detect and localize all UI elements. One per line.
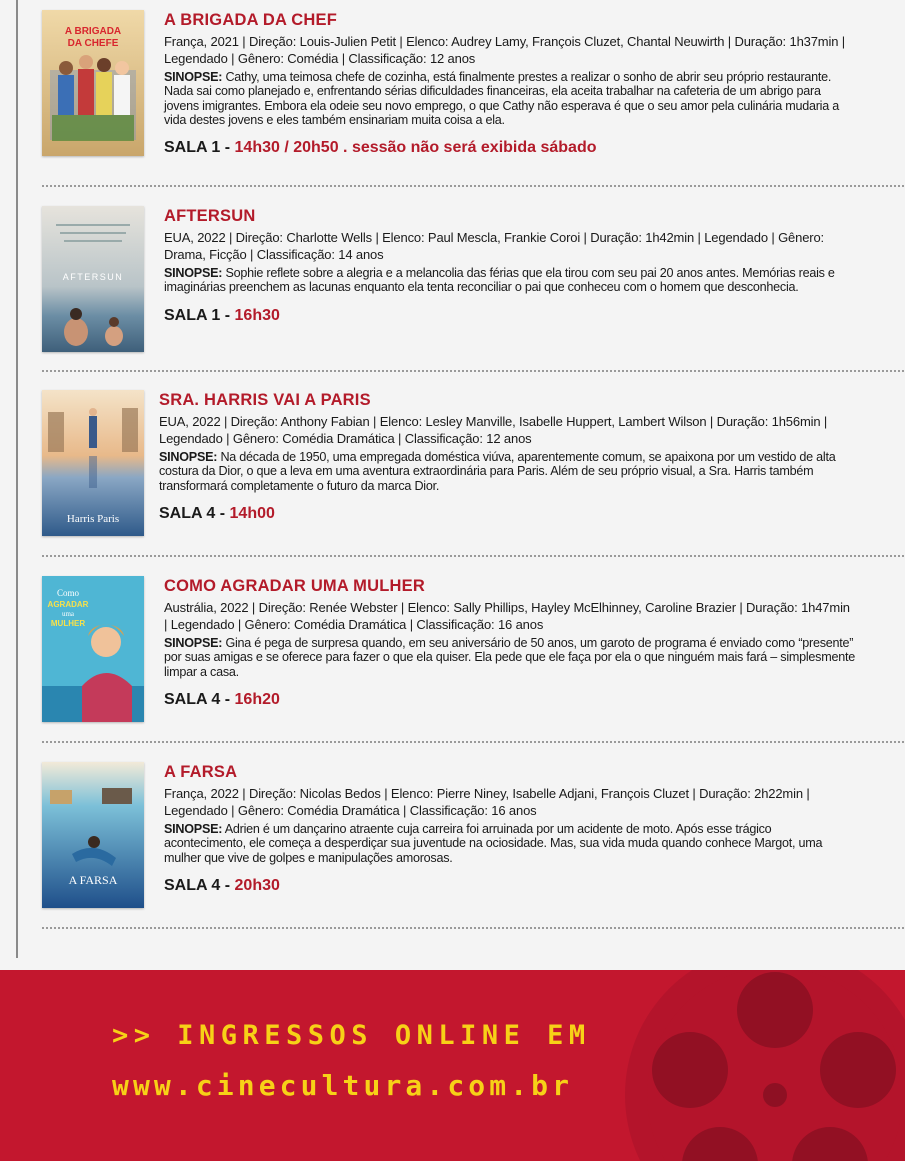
- movie-synopsis: [164, 822, 856, 865]
- svg-text:uma: uma: [61, 610, 75, 618]
- poster-title-text: A BRIGADA: [64, 26, 122, 37]
- movie-details: França, 2022 | Direção: Nicolas Bedos | Elenco: Pierre Niney, Isabelle Adjani, François Cluzet | Duração: 2h22min | Legendado | Gênero: Comédia Dramática | Classificação: 16 anos: [164, 786, 810, 818]
- session-info: [164, 138, 856, 158]
- synopsis-label: SINOPSE:: [164, 636, 223, 650]
- movie-poster[interactable]: [42, 576, 144, 722]
- synopsis-text: Gina é pega de surpresa quando, em seu aniversário de 50 anos, um garoto de programa é enviado como “presente” por suas amigas e se oferece para fazer o que ela quiser. Ela pede que ele faça por ela o que ninguém mais fará – simplesmente limpar a casa.: [164, 636, 855, 679]
- poster-title-text: A FARSA: [68, 873, 118, 887]
- session-times: 16h20: [234, 690, 280, 708]
- dotted-divider: [42, 555, 904, 557]
- svg-text:DA CHEFE: DA CHEFE: [67, 38, 119, 49]
- tickets-online-heading: >> INGRESSOS ONLINE EM: [112, 1020, 591, 1051]
- movie-details: EUA, 2022 | Direção: Anthony Fabian | Elenco: Lesley Manville, Isabelle Huppert, Lambert Wilson | Duração: 1h56min | Legendado | Gênero: Comédia Dramática | Classificação: 12 anos: [159, 414, 828, 446]
- synopsis-label: SINOPSE:: [164, 822, 223, 836]
- left-margin-rule: [16, 0, 18, 958]
- movie-details: Austrália, 2022 | Direção: Renée Webster | Elenco: Sally Phillips, Hayley McElhinney, Caroline Brazier | Duração: 1h47min | Legendado | Gênero: Comédia Dramática | Classificação: 16 anos: [164, 600, 850, 632]
- film-reel-icon: [600, 970, 905, 1161]
- session-room: SALA 4 -: [159, 504, 230, 522]
- dotted-divider: [42, 370, 904, 372]
- poster-title-text: Harris Paris: [66, 513, 120, 525]
- session-room: SALA 1 -: [164, 139, 235, 157]
- synopsis-text: Cathy, uma teimosa chefe de cozinha, está finalmente prestes a realizar o sonho de abrir seu próprio restaurante. Nada sai como planejado e, enfrentando sérias dificuldades financeiras, ela aceita trabalhar na cafeteria de um abrigo para jovens imigrantes. Embora ela odeie seu novo emprego, o que Cathy não esperava é que o seu amor pela culinária mudaria a vida destes jovens e eles também ensinariam muita coisa a ela.: [164, 70, 839, 127]
- tickets-footer-banner: [0, 970, 905, 1161]
- session-info: [164, 690, 856, 710]
- movie-details: França, 2021 | Direção: Louis-Julien Petit | Elenco: Audrey Lamy, François Cluzet, Chantal Neuwirth | Duração: 1h37min | Legendado | Gênero: Comédia | Classificação: 12 anos: [164, 34, 845, 66]
- movie-title: SRA. HARRIS VAI A PARIS: [159, 391, 371, 409]
- movie-synopsis: [164, 266, 856, 295]
- synopsis-text: Adrien é um dançarino atraente cuja carreira foi arruinada por um acidente de moto. Após esse trágico acontecimento, ele começa a desperdiçar sua juventude na ociosidade. Mas, sua vida muda quando conhece Margot, uma mulher que vive de golpes e manipulações amorosas.: [164, 822, 823, 865]
- poster-title-text: Como: [56, 588, 80, 598]
- session-times: 16h30: [234, 306, 280, 324]
- tickets-website-link[interactable]: www.cinecultura.com.br: [112, 1069, 574, 1102]
- poster-title-text: AFTERSUN: [62, 272, 124, 282]
- movie-poster[interactable]: [42, 206, 144, 352]
- movie-title: A FARSA: [164, 763, 238, 781]
- movie-title: A BRIGADA DA CHEF: [164, 11, 337, 29]
- dotted-divider: [42, 741, 904, 743]
- synopsis-label: SINOPSE:: [164, 70, 223, 84]
- movie-poster[interactable]: [42, 762, 144, 908]
- movie-poster[interactable]: [42, 10, 144, 156]
- synopsis-text: Na década de 1950, uma empregada doméstica viúva, aparentemente comum, se apaixona por um vestido de alta costura da Dior, o que a leva em uma aventura extraordinária para Paris. Além de seu próprio visual, a Sra. Harris também transformará completamente o futuro da marca Dior.: [159, 450, 836, 493]
- movie-synopsis: [164, 70, 856, 127]
- dotted-divider: [42, 927, 904, 929]
- session-info: [164, 306, 856, 326]
- session-times: 20h30: [234, 876, 280, 894]
- dotted-divider: [42, 185, 904, 187]
- movie-title: COMO AGRADAR UMA MULHER: [164, 577, 425, 595]
- svg-text:AGRADAR: AGRADAR: [47, 600, 89, 609]
- synopsis-label: SINOPSE:: [159, 450, 218, 464]
- movie-details: EUA, 2022 | Direção: Charlotte Wells | Elenco: Paul Mescla, Frankie Coroi | Duração: 1h42min | Legendado | Gênero: Drama, Ficção | Classificação: 14 anos: [164, 230, 824, 262]
- session-times: 14h00: [229, 504, 275, 522]
- svg-text:MULHER: MULHER: [50, 619, 86, 628]
- session-info: [159, 504, 856, 524]
- session-times: 14h30 / 20h50 . sessão não será exibida sábado: [234, 139, 597, 157]
- session-room: SALA 4 -: [164, 876, 235, 894]
- movie-title: AFTERSUN: [164, 207, 256, 225]
- session-room: SALA 1 -: [164, 306, 235, 324]
- session-room: SALA 4 -: [164, 690, 235, 708]
- movie-synopsis: [159, 450, 856, 493]
- synopsis-label: SINOPSE:: [164, 266, 223, 280]
- movie-synopsis: [164, 636, 856, 679]
- session-info: [164, 876, 856, 896]
- synopsis-text: Sophie reflete sobre a alegria e a melancolia das férias que ela tirou com seu pai 20 anos antes. Memórias reais e imaginárias preenchem as lacunas enquanto ela tenta reconciliar o pai que conheceu com o homem que desconhecia.: [164, 266, 835, 295]
- movie-poster[interactable]: [42, 390, 144, 536]
